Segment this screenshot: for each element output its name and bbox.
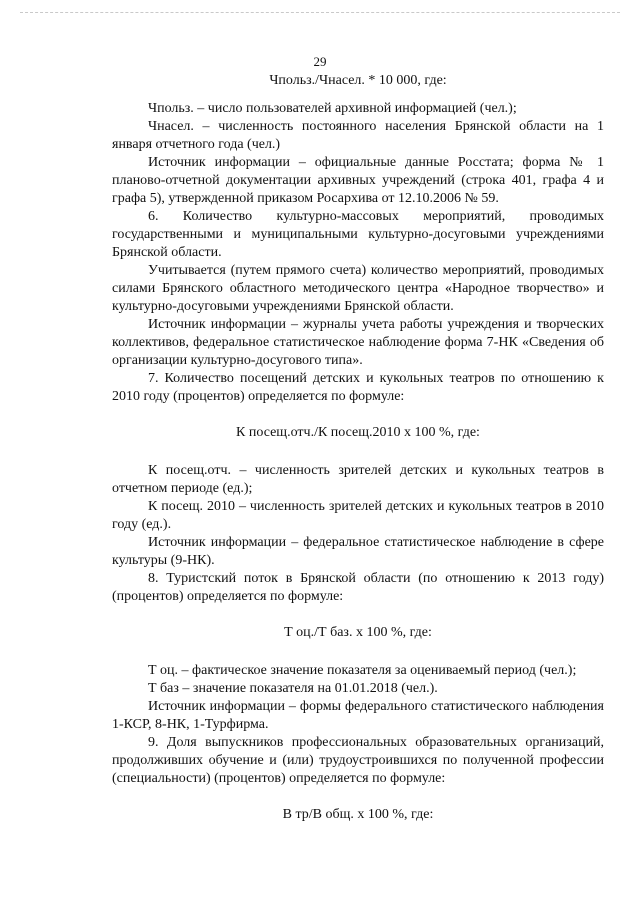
definition-visits-current: К посещ.отч. – численность зрителей детских и кукольных театров в отчетном периоде (ед.); — [112, 463, 604, 496]
item-7-theater-visits: 7. Количество посещений детских и кукольных театров по отношению к 2010 году (процентов) определяется по формуле: — [112, 371, 604, 404]
definition-users: Чпольз. – число пользователей архивной информацией (чел.); — [148, 101, 517, 116]
definition-visits-2010: К посещ. 2010 – численность зрителей детских и кукольных театров в 2010 году (ед.). — [112, 499, 604, 532]
formula-users-per-population: Чпольз./Чнасел. * 10 000, где: — [269, 73, 447, 88]
formula-tourist-flow: Т оц./Т баз. х 100 %, где: — [284, 625, 432, 640]
page-number: 29 — [313, 54, 327, 69]
source-9nk: Источник информации – федеральное статистическое наблюдение в сфере культуры (9-НК). — [112, 535, 604, 568]
item-8-tourist-flow: 8. Туристский поток в Брянской области (по отношению к 2013 году) (процентов) определяется по формуле: — [112, 571, 604, 604]
item-9-graduates-share: 9. Доля выпускников профессиональных образовательных организаций, продолживших обучение и (или) трудоустроившихся по полученной профессии (специальности) (процентов) определяется по формуле: — [112, 735, 604, 786]
source-statistical-forms: Источник информации – формы федерального статистического наблюдения 1-КСР, 8-НК, 1-Турфирма. — [112, 699, 604, 732]
definition-t-estimated: Т оц. – фактическое значение показателя за оцениваемый период (чел.); — [148, 663, 577, 678]
formula-theater-visits: К посещ.отч./К посещ.2010 х 100 %, где: — [236, 425, 480, 440]
source-journals: Источник информации – журналы учета работы учреждения и творческих коллективов, федеральное статистическое наблюдение форма 7-НК «Сведения об организации культурно-досугового типа». — [112, 317, 604, 368]
scan-edge-line — [20, 12, 620, 13]
source-rosstat: Источник информации – официальные данные Росстата; форма № 1 планово-отчетной документации архивных учреждений (строка 401, графа 4 и графа 5), утвержденной приказом Росархива от 12.10.2006 № 59. — [112, 155, 604, 206]
formula-graduates: В тр/В общ. х 100 %, где: — [282, 807, 434, 822]
item-6-counting-method: Учитывается (путем прямого счета) количество мероприятий, проводимых силами Брянского областного методического центра «Народное творчество» и культурно-досуговыми учреждениями Брянской области. — [112, 263, 604, 314]
page-content — [112, 72, 604, 824]
item-6-cultural-events: 6. Количество культурно-массовых мероприятий, проводимых государственными и муниципальными культурно-досуговыми учреждениями Брянской области. — [112, 209, 604, 260]
definition-population: Чнасел. – численность постоянного населения Брянской области на 1 января отчетного года (чел.) — [112, 119, 604, 152]
definition-t-base: Т баз – значение показателя на 01.01.2018 (чел.). — [148, 681, 438, 696]
